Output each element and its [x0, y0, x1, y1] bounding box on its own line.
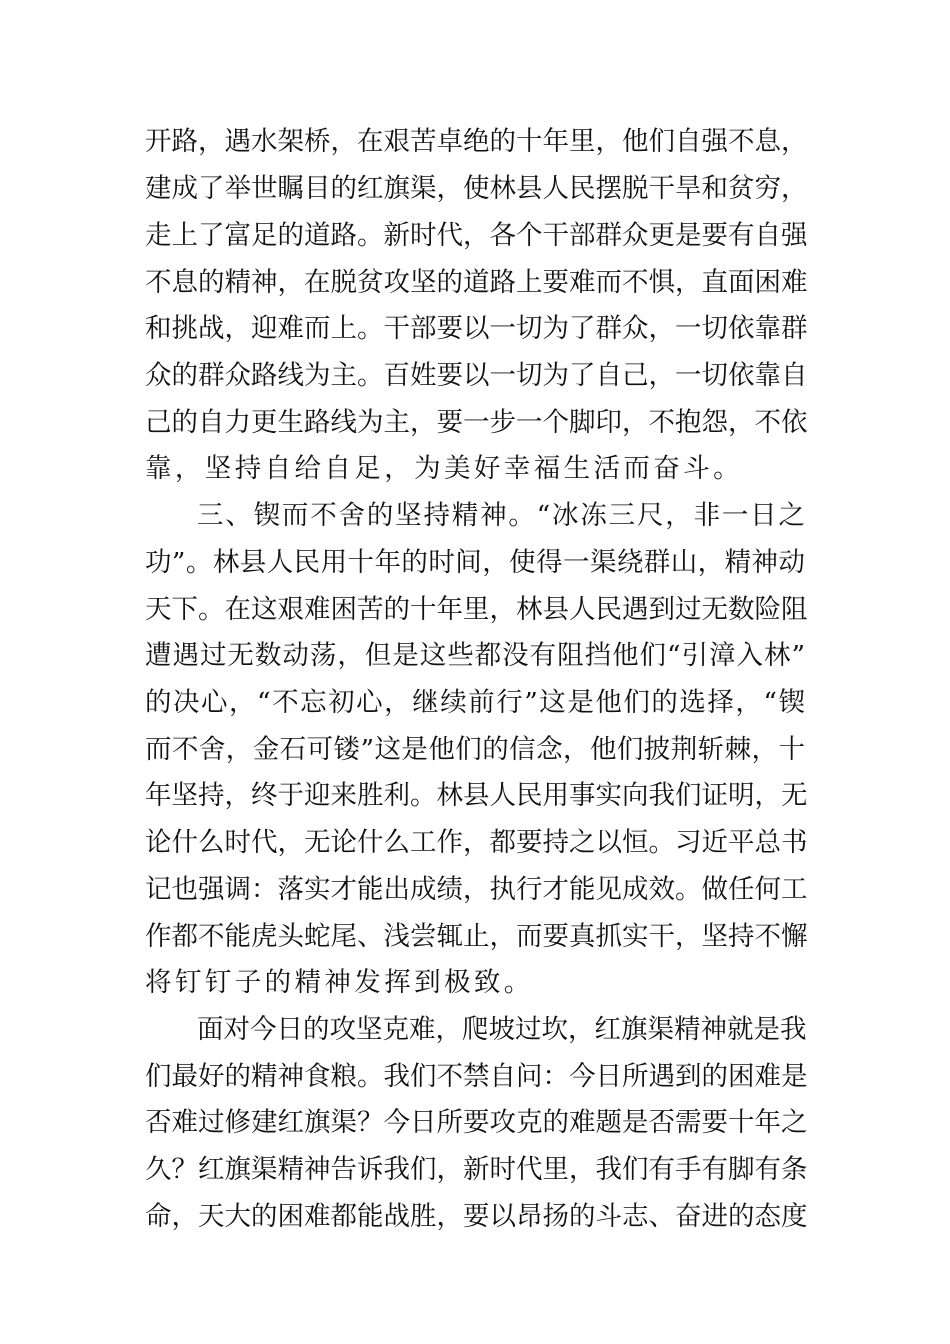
- text-line: 的决心，“不忘初心，继续前行”这是他们的选择，“锲: [145, 687, 805, 718]
- text-line: 久？红旗渠精神告诉我们，新时代里，我们有手有脚有条: [145, 1154, 808, 1185]
- text-line: 开路，遇水架桥，在艰苦卓绝的十年里，他们自强不息，: [145, 126, 808, 157]
- text-line: 们最好的精神食粮。我们不禁自问：今日所遇到的困难是: [145, 1061, 808, 1092]
- text-line: 建成了举世瞩目的红旗渠，使林县人民摆脱干旱和贫穷，: [145, 173, 808, 204]
- text-line: 论什么时代，无论什么工作，都要持之以恒。习近平总书: [145, 827, 808, 858]
- text-line: 记也强调：落实才能出成绩，执行才能见成效。做任何工: [145, 874, 808, 905]
- text-line: 靠，坚持自给自足，为美好幸福生活而奋斗。: [145, 453, 743, 484]
- text-line: 否难过修建红旗渠？今日所要攻克的难题是否需要十年之: [145, 1107, 808, 1138]
- paragraph-start-line: 三、锲而不舍的坚持精神。“冰冻三尺，非一日之: [197, 500, 805, 531]
- text-line: 己的自力更生路线为主，要一步一个脚印，不抱怨，不依: [145, 407, 808, 438]
- text-line: 众的群众路线为主。百姓要以一切为了自己，一切依靠自: [145, 360, 808, 391]
- text-line: 遭遇过无数动荡，但是这些都没有阻挡他们“引漳入林”: [145, 640, 805, 671]
- text-line: 将钉钉子的精神发挥到极致。: [145, 967, 534, 998]
- text-line: 年坚持，终于迎来胜利。林县人民用事实向我们证明，无: [145, 780, 808, 811]
- text-line: 命，天大的困难都能战胜，要以昂扬的斗志、奋进的态度: [145, 1201, 808, 1232]
- text-line: 作都不能虎头蛇尾、浅尝辄止，而要真抓实干，坚持不懈: [145, 921, 808, 952]
- text-line: 不息的精神，在脱贫攻坚的道路上要难而不惧，直面困难: [145, 267, 808, 298]
- paragraph-start-line: 面对今日的攻坚克难，爬坡过坎，红旗渠精神就是我: [197, 1014, 807, 1045]
- text-line: 而不舍，金石可镂”这是他们的信念，他们披荆斩棘，十: [145, 734, 805, 765]
- text-line: 功”。林县人民用十年的时间，使得一渠绕群山，精神动: [145, 547, 805, 578]
- text-line: 天下。在这艰难困苦的十年里，林县人民遇到过无数险阻: [145, 594, 808, 625]
- text-line: 走上了富足的道路。新时代，各个干部群众更是要有自强: [145, 220, 808, 251]
- text-line: 和挑战，迎难而上。干部要以一切为了群众，一切依靠群: [145, 313, 808, 344]
